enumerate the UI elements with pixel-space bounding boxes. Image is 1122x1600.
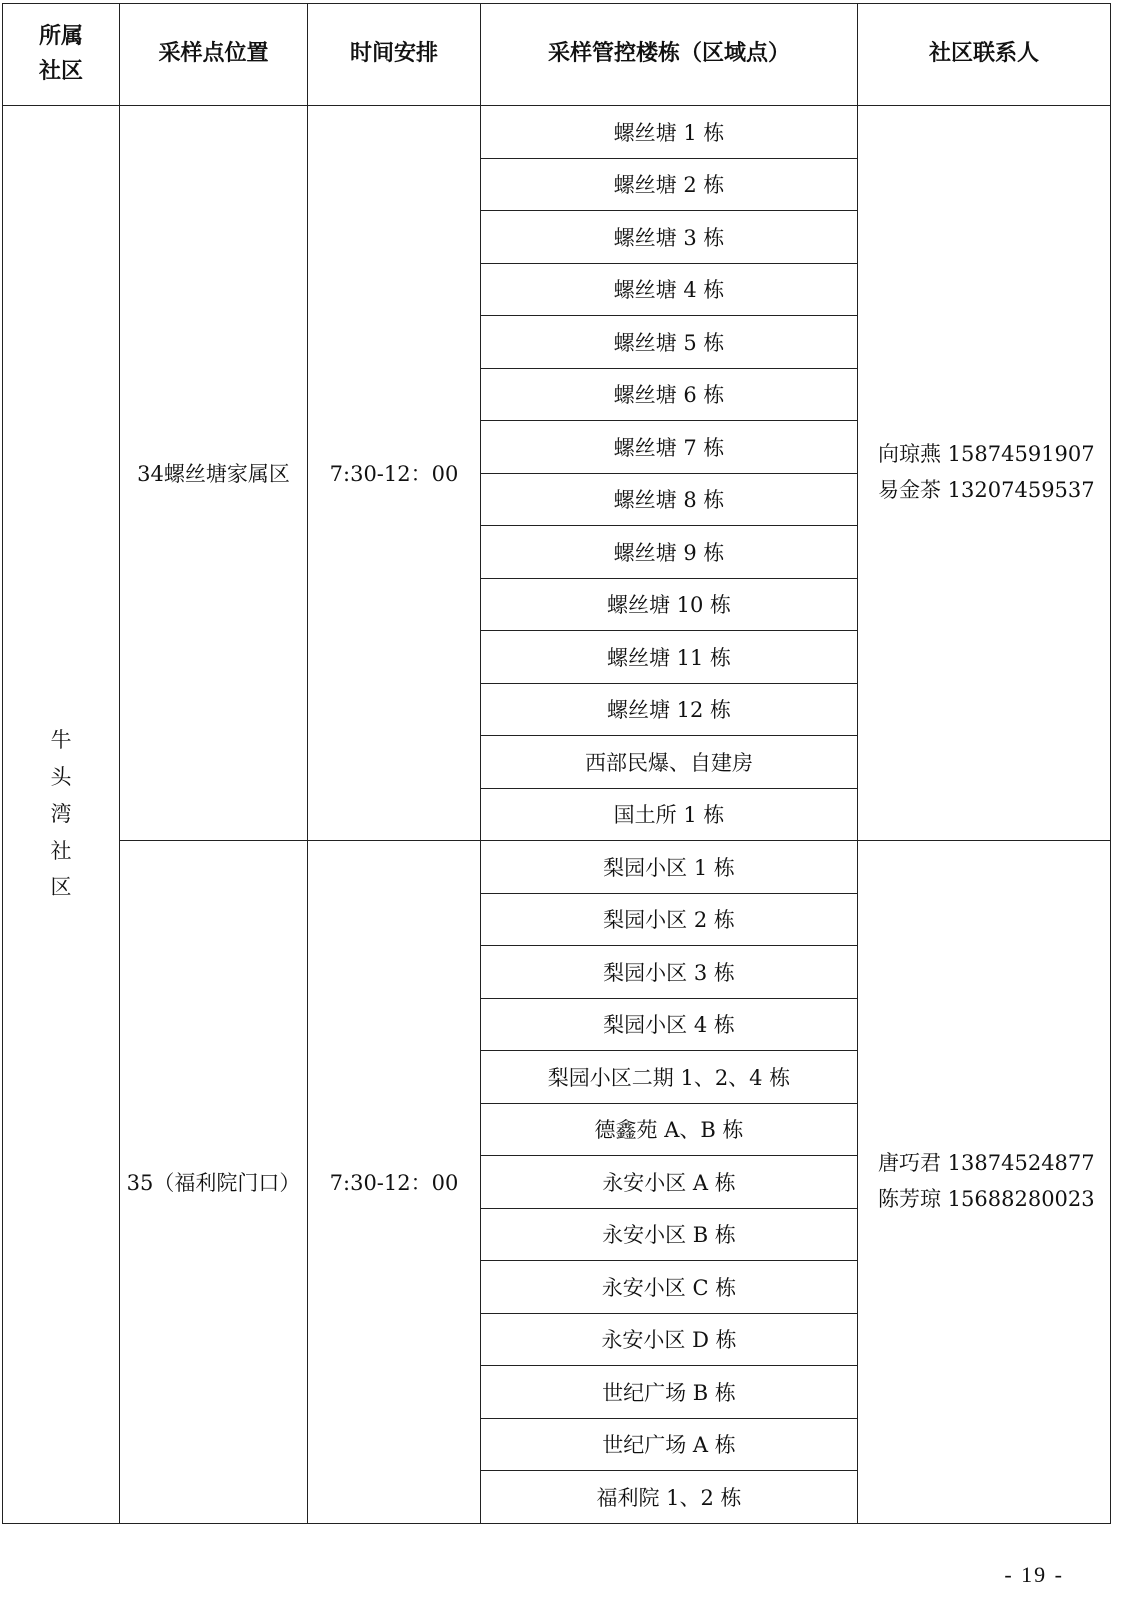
building-cell: 德鑫苑 A、B 栋 (481, 1103, 858, 1156)
building-cell: 国土所 1 栋 (481, 788, 858, 841)
header-contact: 社区联系人 (858, 4, 1111, 106)
building-cell: 螺丝塘 3 栋 (481, 211, 858, 264)
community-char: 湾 (50, 801, 72, 826)
table-row (3, 106, 1111, 159)
community-char: 头 (50, 765, 72, 790)
building-cell: 永安小区 D 栋 (481, 1313, 858, 1366)
table-body (3, 106, 1111, 1524)
time-cell: 7:30-12：00 (308, 841, 481, 1524)
contact-entry: 陈芳琼 15688280023 (878, 1186, 1095, 1211)
building-cell: 梨园小区二期 1、2、4 栋 (481, 1051, 858, 1104)
building-cell: 螺丝塘 6 栋 (481, 368, 858, 421)
building-cell: 螺丝塘 10 栋 (481, 578, 858, 631)
header-site: 采样点位置 (120, 4, 308, 106)
building-cell: 螺丝塘 12 栋 (481, 683, 858, 736)
community-cell (3, 106, 120, 1524)
building-cell: 世纪广场 A 栋 (481, 1418, 858, 1471)
time-cell: 7:30-12：00 (308, 106, 481, 841)
site-cell: 35（福利院门口） (120, 841, 308, 1524)
building-cell: 永安小区 C 栋 (481, 1261, 858, 1314)
community-char: 牛 (50, 728, 72, 753)
building-cell: 永安小区 B 栋 (481, 1208, 858, 1261)
building-cell: 永安小区 A 栋 (481, 1156, 858, 1209)
building-cell: 梨园小区 2 栋 (481, 893, 858, 946)
contact-cell (858, 106, 1111, 841)
contact-entry: 向琼燕 15874591907 (878, 442, 1095, 467)
community-char: 社 (50, 838, 72, 863)
header-row (3, 4, 1111, 106)
building-cell: 梨园小区 4 栋 (481, 998, 858, 1051)
building-cell: 螺丝塘 8 栋 (481, 473, 858, 526)
building-cell: 梨园小区 1 栋 (481, 841, 858, 894)
header-buildings: 采样管控楼栋（区域点） (481, 4, 858, 106)
header-time: 时间安排 (308, 4, 481, 106)
contact-entry: 唐巧君 13874524877 (878, 1151, 1095, 1176)
sampling-schedule-table (2, 3, 1111, 1524)
building-cell: 梨园小区 3 栋 (481, 946, 858, 999)
building-cell: 福利院 1、2 栋 (481, 1471, 858, 1524)
page-number: - 19 - (1004, 1562, 1064, 1587)
community-char: 区 (50, 875, 72, 900)
header-community: 所属 社区 (3, 4, 120, 106)
contact-entry: 易金茶 13207459537 (878, 478, 1095, 502)
building-cell: 螺丝塘 1 栋 (481, 106, 858, 159)
building-cell: 世纪广场 B 栋 (481, 1366, 858, 1419)
building-cell: 螺丝塘 9 栋 (481, 526, 858, 579)
building-cell: 螺丝塘 2 栋 (481, 158, 858, 211)
building-cell: 螺丝塘 11 栋 (481, 631, 858, 684)
site-cell: 34螺丝塘家属区 (120, 106, 308, 841)
table-row (3, 841, 1111, 894)
building-cell: 螺丝塘 4 栋 (481, 263, 858, 316)
building-cell: 螺丝塘 5 栋 (481, 316, 858, 369)
building-cell: 西部民爆、自建房 (481, 736, 858, 789)
building-cell: 螺丝塘 7 栋 (481, 421, 858, 474)
contact-cell (858, 841, 1111, 1524)
